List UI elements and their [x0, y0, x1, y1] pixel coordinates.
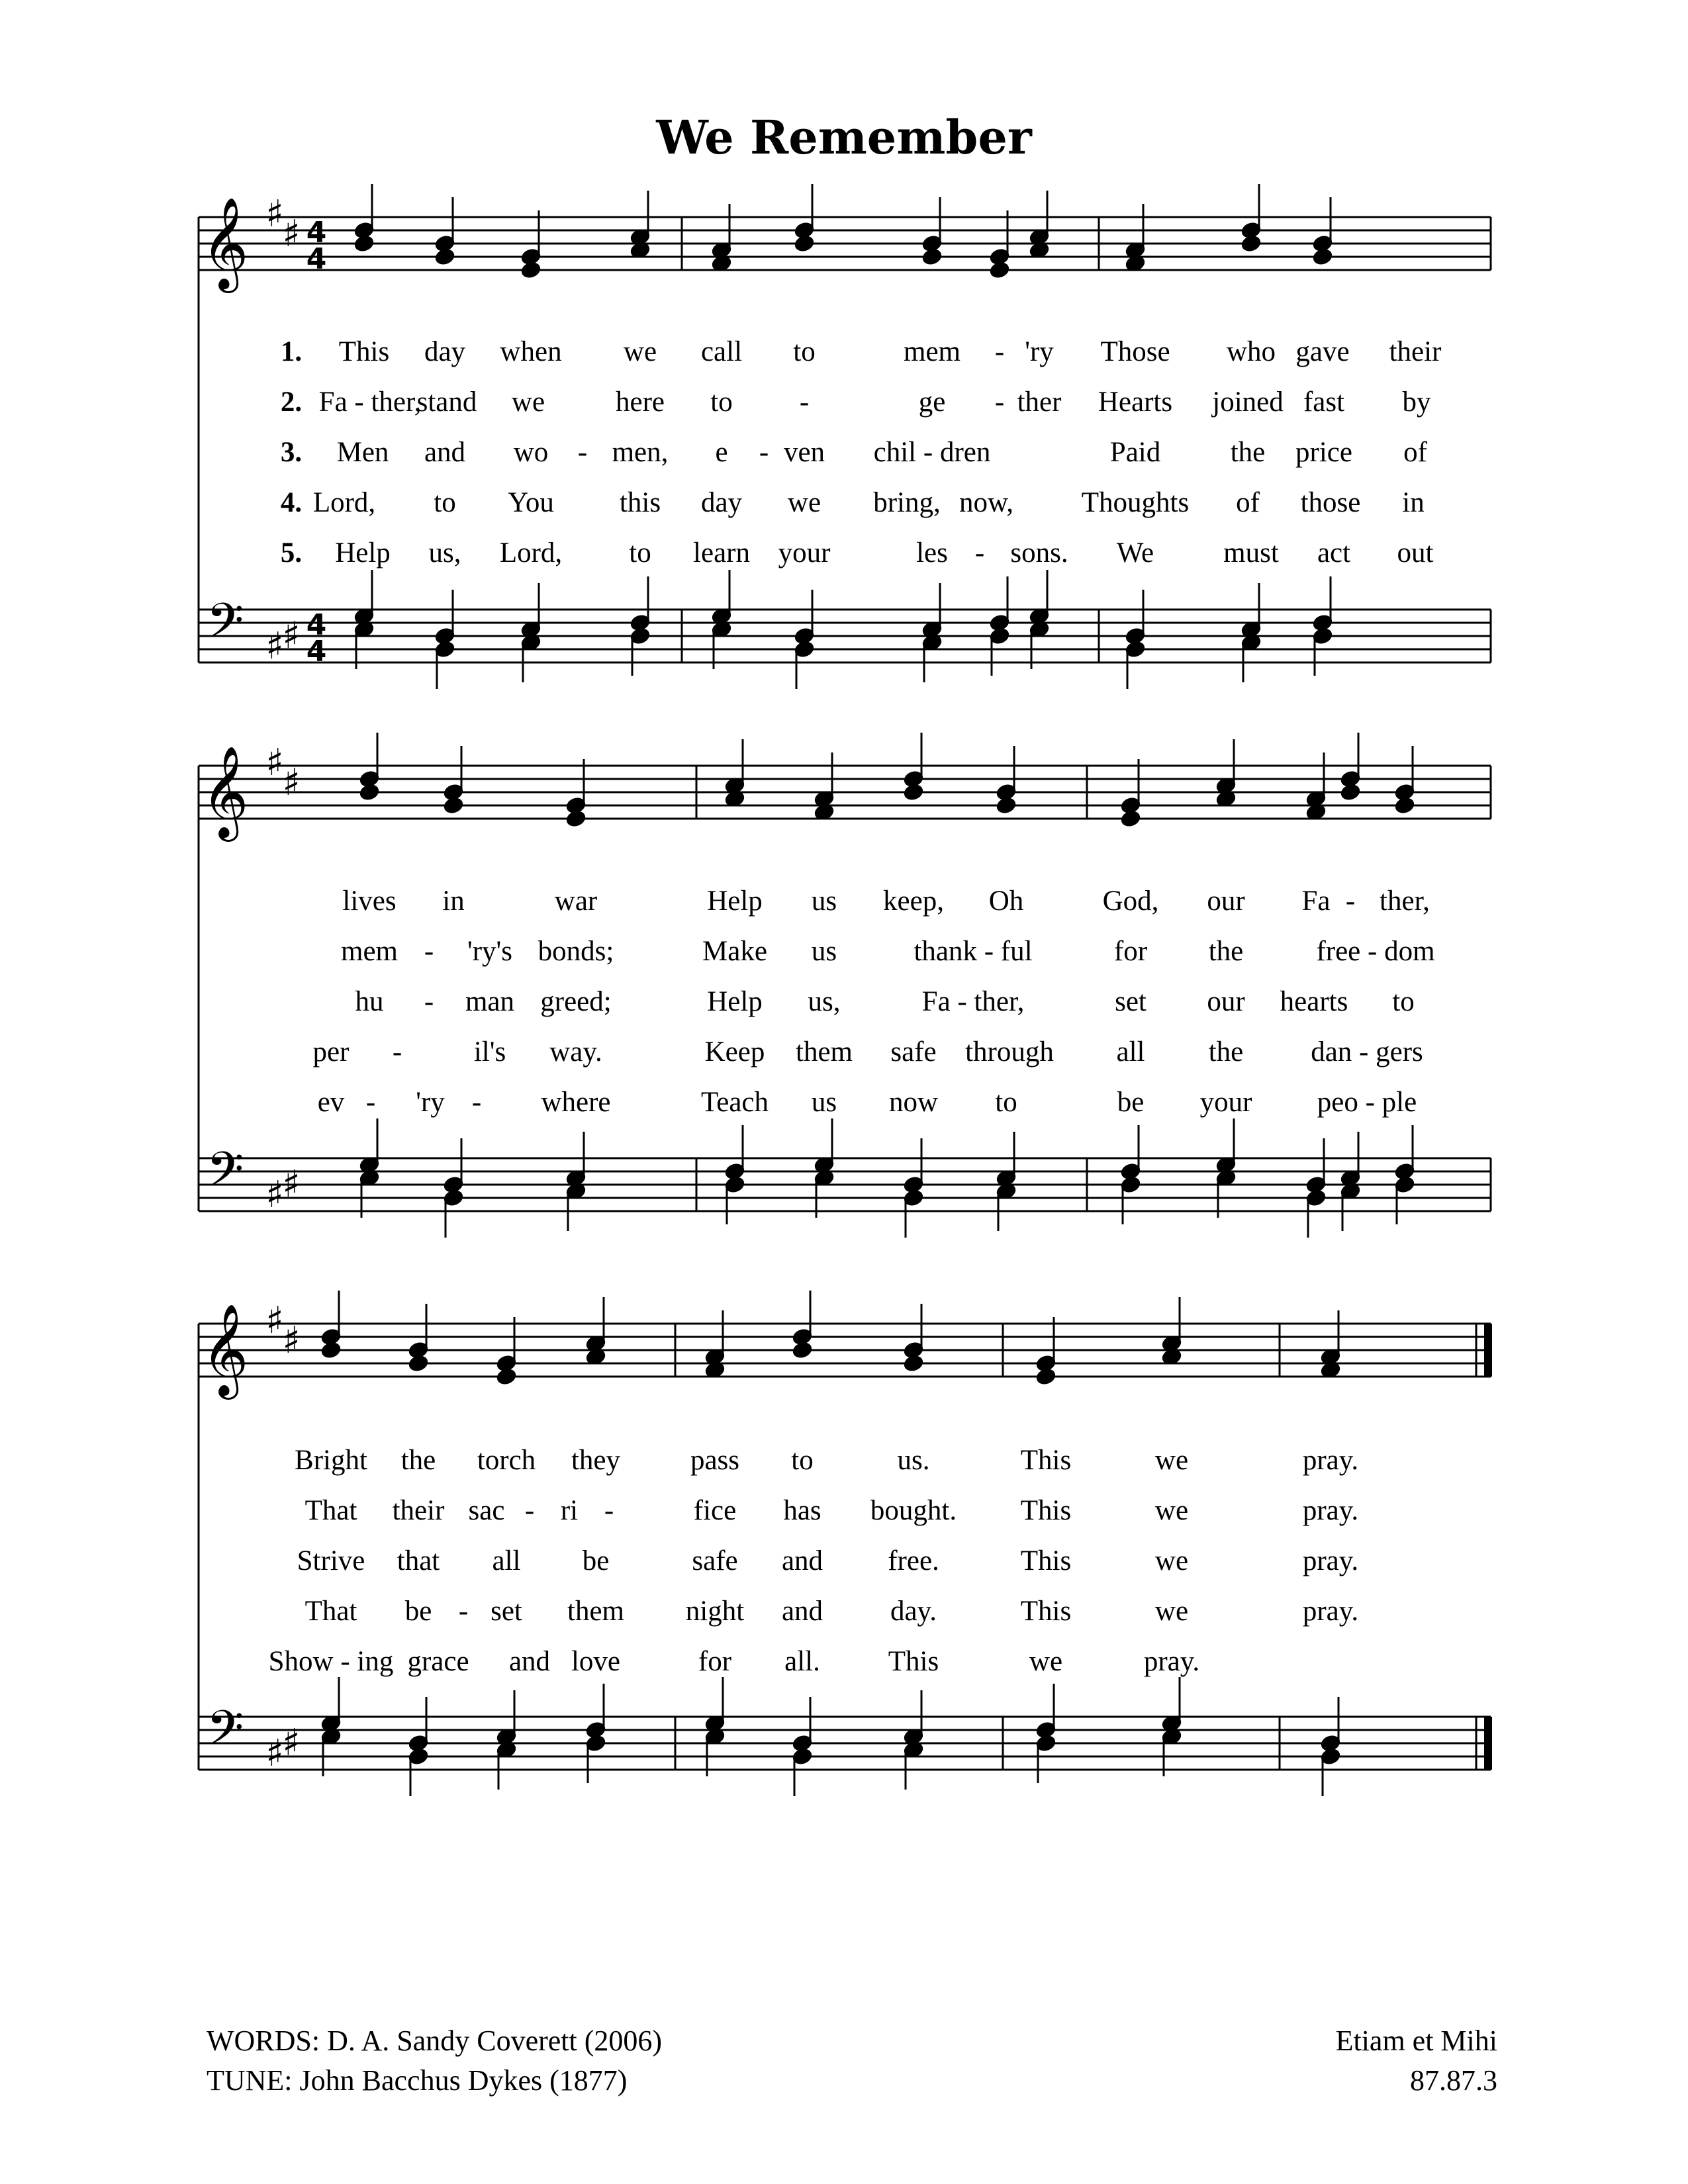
note-head	[321, 1342, 342, 1359]
lyric-syllable: Those	[1100, 336, 1170, 367]
lyric-syllable: to	[434, 487, 456, 518]
lyric-syllable: joined	[1212, 387, 1284, 418]
lyric-syllable: this	[619, 487, 661, 518]
time-signature: 4	[306, 608, 327, 642]
lyric-syllable: we	[1154, 1545, 1189, 1576]
lyric-syllable: Strive	[297, 1545, 365, 1576]
lyric-syllable: e	[715, 437, 728, 468]
lyric-syllable: and	[508, 1646, 551, 1677]
lyric-syllable: them	[567, 1596, 624, 1627]
lyric-syllable: set	[491, 1596, 522, 1627]
lyric-syllable: Lord,	[312, 487, 376, 518]
note-head	[996, 797, 1017, 815]
lyric-syllable: fast	[1303, 387, 1345, 418]
lyric-syllable: the	[1208, 1036, 1244, 1068]
lyric-syllable: -	[759, 437, 769, 468]
time-signature: 4	[306, 216, 327, 250]
lyric-syllable: where	[541, 1087, 611, 1118]
lyric-syllable: Help	[335, 537, 391, 569]
lyric-syllable: all	[1116, 1036, 1145, 1068]
lyric-syllable: wo	[513, 437, 549, 468]
lyric-syllable: Help	[707, 886, 763, 917]
lyric-syllable: peo - ple	[1317, 1087, 1417, 1118]
lyric-syllable: us	[811, 886, 837, 917]
lyric-syllable: way.	[549, 1036, 602, 1068]
note-head	[1121, 810, 1141, 828]
sharp-c-icon: ♯	[282, 1163, 301, 1206]
verse-number: 1.	[280, 336, 303, 367]
lyric-syllable: war	[554, 886, 598, 917]
lyric-syllable: their	[1389, 336, 1442, 367]
time-signature: 4	[306, 242, 327, 276]
lyric-syllable: -	[799, 387, 810, 418]
lyric-syllable: free.	[888, 1545, 939, 1576]
final-bar-thick	[1484, 1324, 1492, 1377]
lyric-syllable: us,	[808, 986, 841, 1017]
lyric-syllable: mem	[341, 936, 398, 967]
lyric-syllable: love	[571, 1646, 621, 1677]
lyric-syllable: be	[582, 1545, 610, 1576]
lyric-syllable: 'ry	[1025, 336, 1054, 367]
lyric-syllable: learn	[693, 537, 750, 569]
lyric-syllable: safe	[692, 1545, 738, 1576]
lyric-syllable: Show - ing	[268, 1646, 394, 1677]
meter: 87.87.3	[1410, 2064, 1497, 2097]
lyric-syllable: -	[974, 537, 985, 569]
lyric-syllable: il's	[473, 1036, 506, 1068]
lyric-syllable: us,	[428, 537, 461, 569]
lyric-syllable: bonds;	[538, 936, 614, 967]
lyric-syllable: men,	[612, 437, 669, 468]
lyric-syllable: Fa - ther,	[921, 986, 1025, 1017]
lyric-syllable: God,	[1102, 886, 1159, 917]
treble-clef-icon: 𝄞	[201, 1304, 249, 1396]
sharp-f-icon: ♯	[265, 741, 284, 784]
lyric-syllable: -	[994, 387, 1005, 418]
lyric-syllable: free - dom	[1316, 936, 1435, 967]
lyric-syllable: their	[392, 1495, 445, 1526]
lyric-syllable: us	[811, 1087, 837, 1118]
lyric-syllable: grace	[407, 1646, 469, 1677]
lyric-syllable: to	[629, 537, 651, 569]
lyric-syllable: in	[1402, 487, 1425, 518]
lyric-syllable: chil - dren	[873, 437, 991, 468]
tune-credit: TUNE: John Bacchus Dykes (1877)	[207, 2064, 628, 2097]
lyric-syllable: we	[623, 336, 657, 367]
lyric-syllable: now	[888, 1087, 939, 1118]
lyric-syllable: day.	[890, 1596, 937, 1627]
note-head	[496, 1368, 517, 1386]
time-signature: 4	[306, 635, 327, 668]
sharp-f-icon: ♯	[265, 625, 284, 668]
lyric-syllable: hu	[355, 986, 384, 1017]
lyric-syllable: out	[1397, 537, 1434, 569]
bass-staff-2	[199, 1118, 1491, 1238]
lyric-syllable: who	[1226, 336, 1276, 367]
lyric-syllable: You	[508, 487, 554, 518]
treble-staff-3	[199, 1291, 1491, 1400]
lyric-syllable: This	[1020, 1495, 1072, 1526]
lyric-syllable: ri	[560, 1495, 579, 1526]
lyric-syllable: dan - gers	[1311, 1036, 1423, 1068]
lyric-syllable: This	[888, 1646, 939, 1677]
lyric-syllable: This	[1020, 1596, 1072, 1627]
bass-clef-icon: 𝄢	[206, 1700, 244, 1768]
lyric-syllable: all	[492, 1545, 521, 1576]
lyric-syllable: 'ry's	[467, 936, 513, 967]
sharp-f-icon: ♯	[265, 1732, 284, 1775]
sharp-c-icon: ♯	[282, 1319, 301, 1362]
note-head	[521, 261, 541, 279]
note-head	[408, 1355, 429, 1373]
sharp-c-icon: ♯	[282, 1721, 301, 1764]
treble-clef-icon: 𝄞	[201, 746, 249, 838]
lyric-syllable: must	[1223, 537, 1279, 569]
lyric-syllable: we	[1154, 1445, 1189, 1476]
lyric-syllable: day	[424, 336, 466, 367]
note-head	[1036, 1368, 1056, 1386]
verse-number: 3.	[280, 437, 303, 468]
lyric-syllable: -	[604, 1495, 614, 1526]
lyric-syllable: us.	[897, 1445, 930, 1476]
lyric-syllable: -	[1345, 886, 1356, 917]
lyric-syllable: lives	[342, 886, 397, 917]
lyric-syllable: pass	[690, 1445, 740, 1476]
lyric-syllable: day	[700, 487, 743, 518]
lyric-syllable: ther	[1017, 387, 1062, 418]
lyric-syllable: ther,	[1380, 886, 1430, 917]
lyric-syllable: -	[994, 336, 1005, 367]
lyric-syllable: safe	[890, 1036, 937, 1068]
lyric-syllable: call	[700, 336, 743, 367]
lyric-syllable: the	[400, 1445, 436, 1476]
lyric-syllable: we	[1154, 1596, 1189, 1627]
lyric-syllable: be	[1117, 1087, 1145, 1118]
bass-clef-icon: 𝄢	[206, 592, 244, 660]
note-head	[1241, 235, 1262, 253]
lyric-syllable: to	[793, 336, 816, 367]
lyric-syllable: be	[404, 1596, 432, 1627]
note-head	[922, 248, 943, 266]
lyric-syllable: for	[698, 1646, 732, 1677]
lyric-syllable: sac	[468, 1495, 505, 1526]
lyric-syllable: in	[442, 886, 465, 917]
lyric-syllable: night	[685, 1596, 745, 1627]
lyric-syllable: Men	[336, 437, 389, 468]
lyric-syllable: that	[397, 1545, 440, 1576]
lyric-syllable: the	[1230, 437, 1266, 468]
lyric-syllable: gave	[1295, 336, 1350, 367]
verse-number: 4.	[280, 487, 303, 518]
bass-staff-1	[199, 570, 1491, 689]
verse-number: 2.	[280, 387, 303, 418]
lyric-syllable: Oh	[988, 886, 1024, 917]
lyric-syllable: That	[305, 1495, 357, 1526]
lyric-syllable: price	[1295, 437, 1352, 468]
note-head	[904, 1355, 924, 1373]
tune-name: Etiam et Mihi	[1335, 2025, 1497, 2057]
lyric-syllable: man	[465, 986, 515, 1017]
note-head	[444, 797, 464, 815]
verse-number: 5.	[280, 537, 303, 569]
lyric-syllable: to	[791, 1445, 814, 1476]
lyric-syllable: -	[458, 1596, 469, 1627]
lyric-syllable: -	[524, 1495, 535, 1526]
lyric-syllable: act	[1317, 537, 1351, 569]
lyric-syllable: they	[571, 1445, 621, 1476]
lyric-syllable: the	[1208, 936, 1244, 967]
lyric-syllable: and	[424, 437, 466, 468]
lyric-syllable: Fa - ther,	[318, 387, 422, 418]
lyric-syllable: -	[471, 1087, 482, 1118]
sharp-f-icon: ♯	[265, 1299, 284, 1342]
lyric-syllable: We	[1116, 537, 1154, 569]
lyric-syllable: bought.	[870, 1495, 957, 1526]
lyric-syllable: we	[1029, 1646, 1063, 1677]
lyric-syllable: of	[1236, 487, 1260, 518]
lyric-syllable: for	[1113, 936, 1148, 967]
lyric-syllable: Lord,	[499, 537, 563, 569]
lyric-syllable: ven	[783, 437, 825, 468]
lyric-syllable: This	[1020, 1445, 1072, 1476]
note-head	[354, 235, 375, 253]
lyric-syllable: and	[781, 1596, 823, 1627]
lyric-syllable: That	[305, 1596, 357, 1627]
lyric-syllable: pray.	[1302, 1596, 1359, 1627]
lyric-syllable: your	[778, 537, 831, 569]
lyric-syllable: fice	[693, 1495, 737, 1526]
note-head	[794, 235, 815, 253]
lyric-syllable: to	[1392, 986, 1415, 1017]
lyric-syllable: when	[500, 336, 562, 367]
lyric-syllable: -	[392, 1036, 402, 1068]
note-head	[904, 784, 924, 801]
lyric-syllable: ev	[317, 1087, 345, 1118]
note-head	[1313, 248, 1333, 266]
lyric-syllable: Make	[702, 936, 767, 967]
lyric-syllable: pray.	[1302, 1495, 1359, 1526]
lyric-syllable: mem	[904, 336, 961, 367]
lyric-syllable: greed;	[540, 986, 612, 1017]
lyric-syllable: Teach	[700, 1087, 769, 1118]
note-head	[566, 810, 586, 828]
note-head	[1340, 784, 1361, 801]
lyric-syllable: by	[1402, 387, 1431, 418]
lyric-syllable: us	[811, 936, 837, 967]
words-credit: WORDS: D. A. Sandy Coverett (2006)	[207, 2025, 663, 2057]
lyric-syllable: 'ry	[416, 1087, 445, 1118]
lyric-syllable: -	[424, 936, 434, 967]
lyric-syllable: thank - ful	[914, 936, 1033, 967]
treble-clef-icon: 𝄞	[201, 197, 249, 289]
note-head	[990, 261, 1010, 279]
lyric-syllable: pray.	[1143, 1646, 1200, 1677]
lyric-syllable: hearts	[1280, 986, 1348, 1017]
lyric-syllable: ge	[918, 387, 946, 418]
lyric-syllable: torch	[477, 1445, 536, 1476]
treble-staff-2	[199, 733, 1491, 842]
lyric-syllable: we	[1154, 1495, 1189, 1526]
lyric-syllable: we	[511, 387, 545, 418]
final-bar-thick	[1484, 1717, 1492, 1770]
lyric-syllable: -	[577, 437, 588, 468]
note-head	[435, 248, 455, 266]
lyric-syllable: Help	[707, 986, 763, 1017]
sharp-c-icon: ♯	[282, 761, 301, 804]
lyric-syllable: pray.	[1302, 1445, 1359, 1476]
lyric-syllable: Fa	[1301, 886, 1331, 917]
lyric-syllable: per	[312, 1036, 350, 1068]
lyric-syllable: those	[1300, 487, 1361, 518]
lyric-syllable: our	[1207, 886, 1245, 917]
lyric-syllable: les	[916, 537, 948, 569]
lyric-syllable: This	[1020, 1545, 1072, 1576]
sharp-f-icon: ♯	[265, 193, 284, 236]
lyric-syllable: Paid	[1109, 437, 1161, 468]
lyric-syllable: our	[1207, 986, 1245, 1017]
lyric-syllable: This	[338, 336, 390, 367]
lyric-syllable: -	[424, 986, 434, 1017]
lyric-syllable: of	[1403, 437, 1427, 468]
lyric-syllable: -	[365, 1087, 376, 1118]
sharp-c-icon: ♯	[282, 212, 301, 255]
lyric-syllable: through	[965, 1036, 1054, 1068]
lyric-syllable: your	[1199, 1087, 1252, 1118]
note-head	[1395, 797, 1415, 815]
lyric-syllable: all.	[784, 1646, 820, 1677]
lyric-syllable: we	[787, 487, 821, 518]
lyric-syllable: them	[796, 1036, 853, 1068]
lyric-syllable: Hearts	[1098, 387, 1173, 418]
lyric-syllable: to	[995, 1087, 1017, 1118]
lyric-syllable: Bright	[295, 1445, 367, 1476]
lyric-syllable: now,	[959, 487, 1014, 518]
bass-staff-3	[199, 1677, 1491, 1796]
lyric-syllable: to	[710, 387, 733, 418]
lyric-syllable: Keep	[704, 1036, 765, 1068]
lyric-syllable: has	[783, 1495, 821, 1526]
lyric-syllable: Thoughts	[1081, 487, 1190, 518]
lyric-syllable: stand	[416, 387, 477, 418]
lyric-syllable: sons.	[1010, 537, 1068, 569]
lyric-syllable: here	[616, 387, 665, 418]
lyric-syllable: set	[1115, 986, 1147, 1017]
note-head	[792, 1342, 813, 1359]
bass-clef-icon: 𝄢	[206, 1141, 244, 1209]
lyric-syllable: bring,	[873, 487, 941, 518]
lyric-syllable: keep,	[883, 886, 944, 917]
lyric-syllable: and	[781, 1545, 823, 1576]
lyric-syllable: pray.	[1302, 1545, 1359, 1576]
note-head	[359, 784, 380, 801]
treble-staff-1	[199, 184, 1491, 293]
sharp-c-icon: ♯	[282, 614, 301, 657]
hymn-title: We Remember	[656, 110, 1032, 165]
sharp-f-icon: ♯	[265, 1173, 284, 1216]
